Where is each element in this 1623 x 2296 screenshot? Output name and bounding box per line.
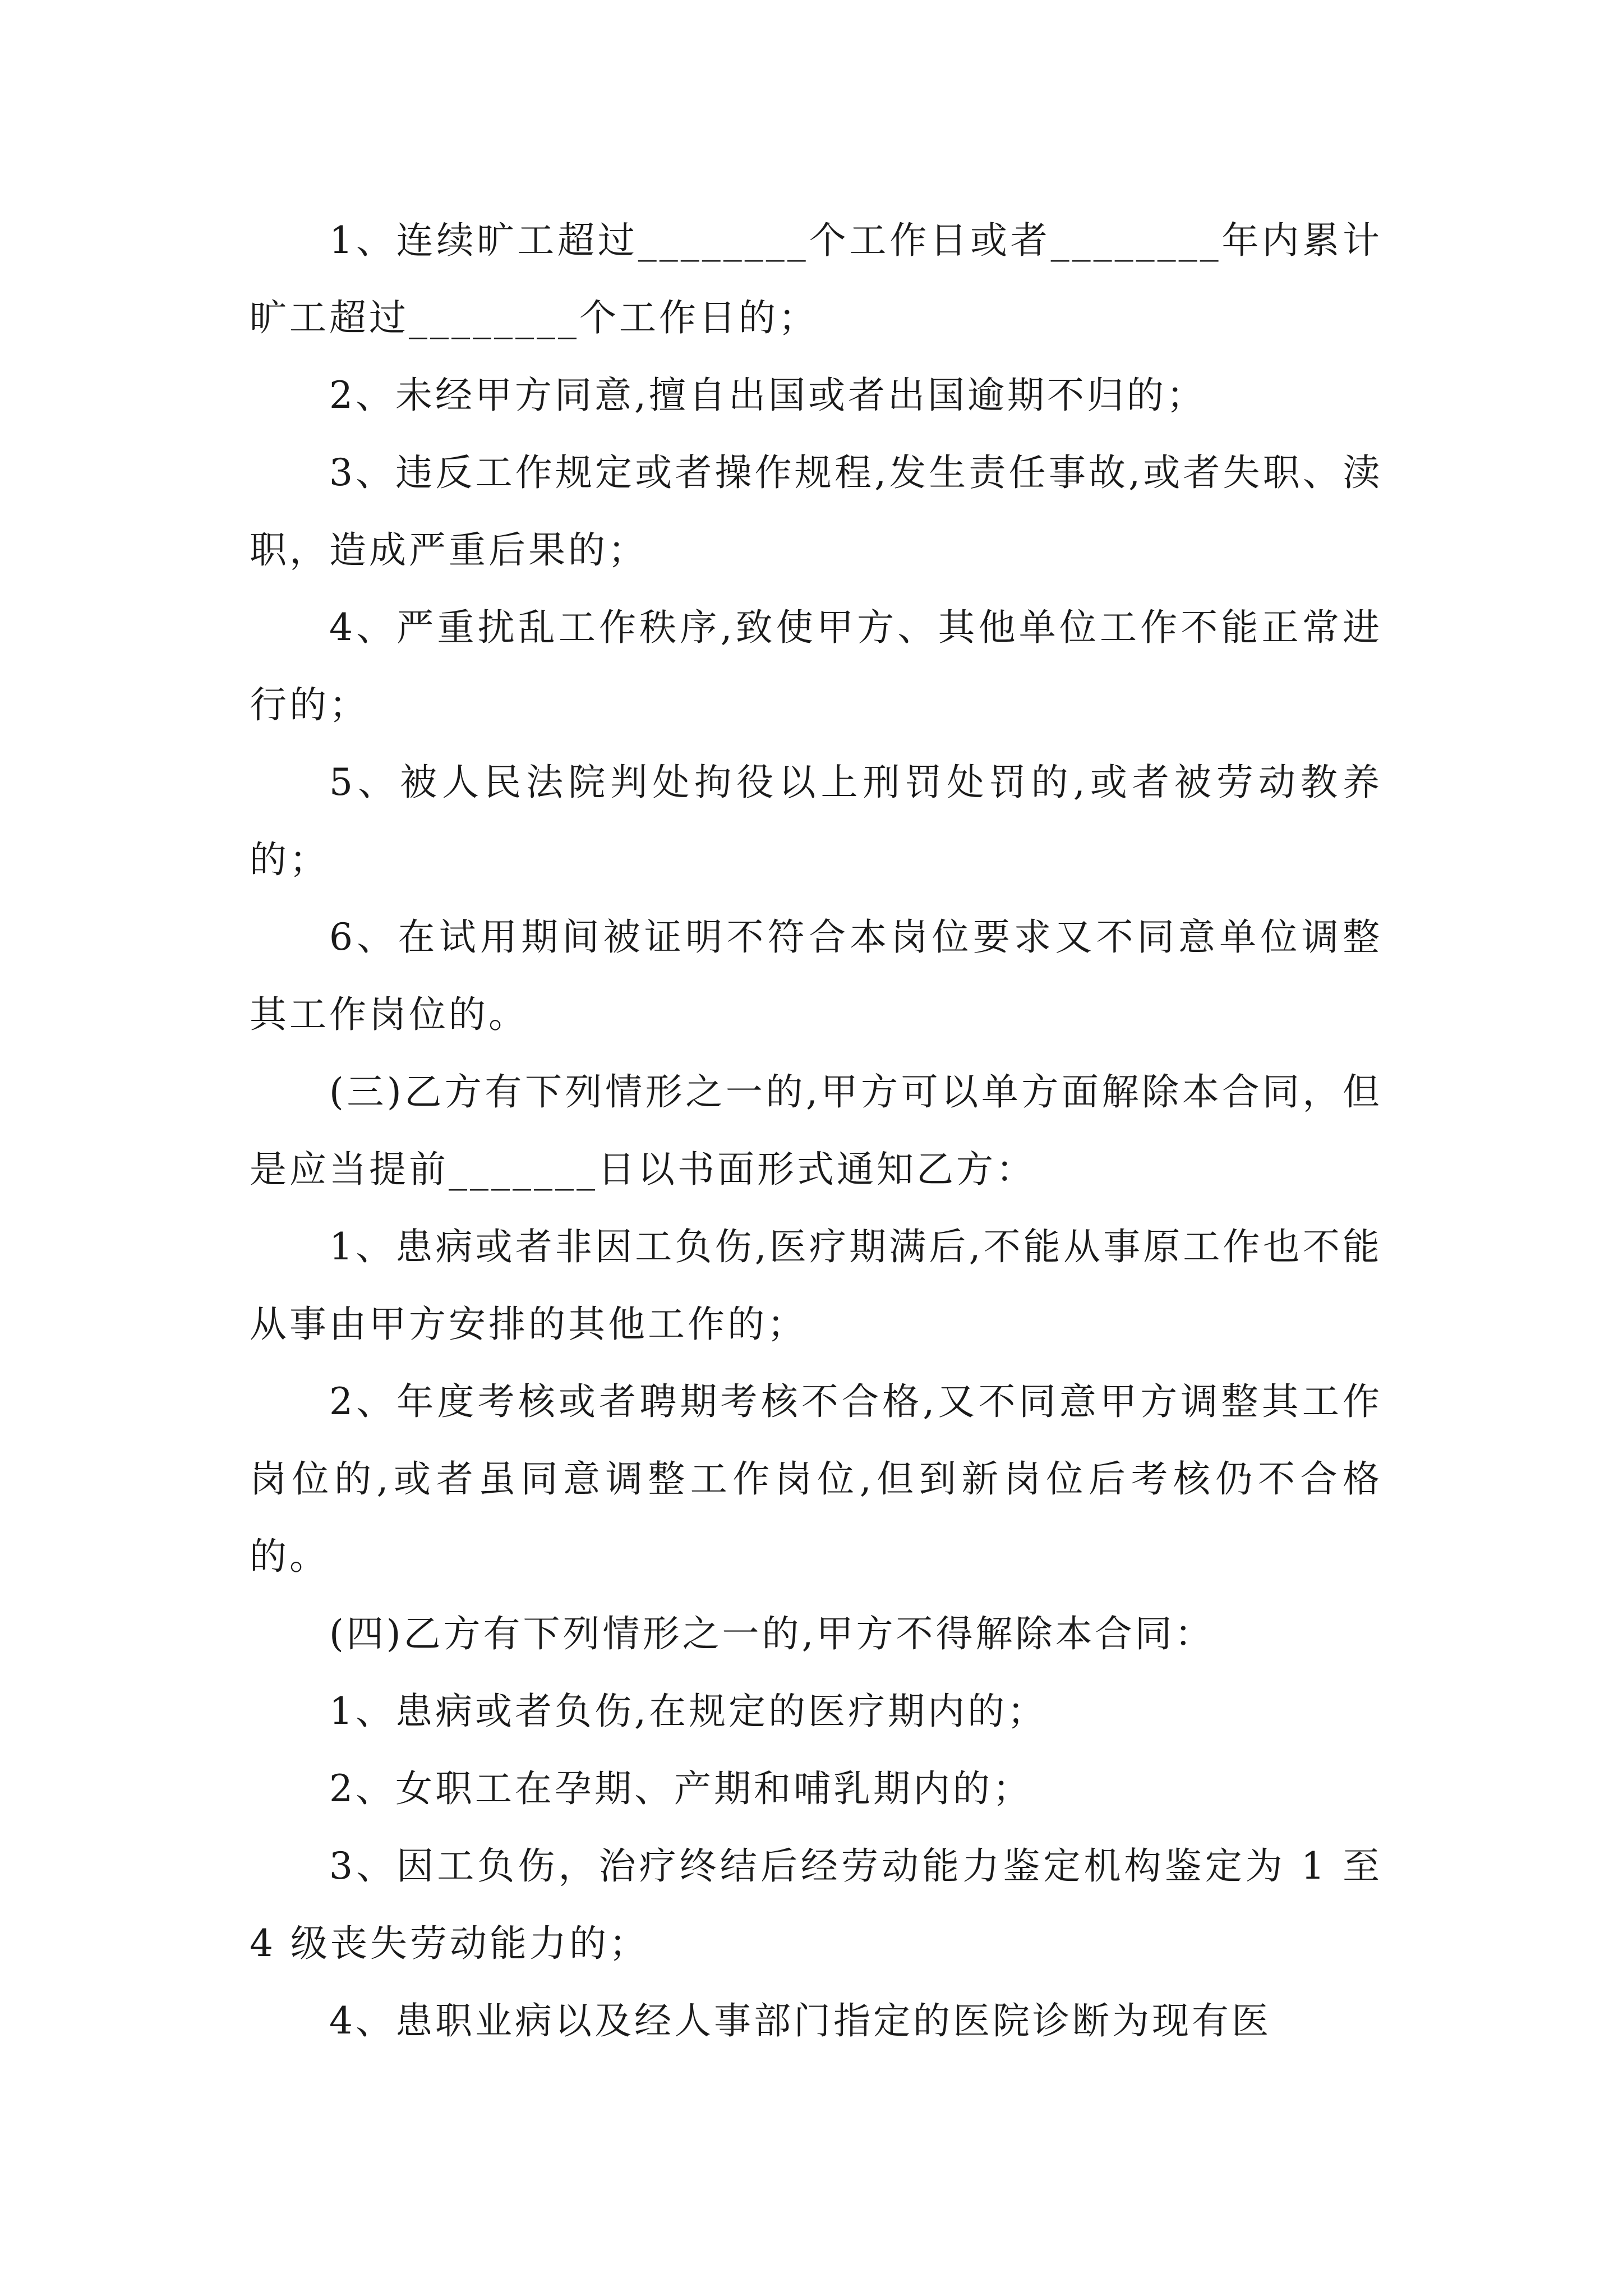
paragraph-medical-period — [250, 1673, 1382, 1750]
paragraph-text: (三)乙方有下列情形之一的,甲方可以单方面解除本合同，但是应当提前_______日以书面形式通知乙方： — [250, 1070, 1382, 1191]
paragraph-work-injury — [250, 1828, 1382, 1982]
paragraph-illness — [250, 1208, 1382, 1363]
paragraph-text: 3、因工负伤，治疗终结后经劳动能力鉴定机构鉴定为 1 至 4 级丧失劳动能力的； — [250, 1844, 1382, 1965]
paragraph-section-three — [250, 1053, 1382, 1208]
paragraph-text: 3、违反工作规定或者操作规程,发生责任事故,或者失职、渎职，造成严重后果的； — [250, 451, 1382, 572]
paragraph-text: (四)乙方有下列情形之一的,甲方不得解除本合同： — [329, 1612, 1215, 1655]
paragraph-probation — [250, 899, 1382, 1053]
paragraph-maternity — [250, 1750, 1382, 1828]
paragraph-section-four — [250, 1595, 1382, 1673]
paragraph-text: 2、年度考核或者聘期考核不合格,又不同意甲方调整其工作岗位的,或者虽同意调整工作岗位,但到新岗位后考核仍不合格的。 — [250, 1380, 1382, 1578]
paragraph-violation — [250, 434, 1382, 589]
paragraph-text: 1、患病或者负伤,在规定的医疗期内的； — [329, 1690, 1047, 1733]
document-body — [250, 202, 1382, 2060]
paragraph-sentence — [250, 744, 1382, 899]
paragraph-text: 1、连续旷工超过________个工作日或者________年内累计旷工超过________个工作日的； — [250, 219, 1382, 339]
paragraph-text: 6、在试用期间被证明不符合本岗位要求又不同意单位调整其工作岗位的。 — [250, 915, 1382, 1036]
paragraph-text: 2、女职工在孕期、产期和哺乳期内的； — [329, 1767, 1032, 1810]
paragraph-occupational-disease — [250, 1982, 1382, 2060]
paragraph-disorder — [250, 589, 1382, 744]
paragraph-assessment — [250, 1363, 1382, 1595]
paragraph-absence — [250, 202, 1382, 357]
paragraph-abroad — [250, 357, 1382, 434]
paragraph-text: 5、被人民法院判处拘役以上刑罚处罚的,或者被劳动教养的； — [250, 761, 1382, 881]
paragraph-text: 4、严重扰乱工作秩序,致使甲方、其他单位工作不能正常进行的； — [250, 606, 1382, 726]
paragraph-text: 1、患病或者非因工负伤,医疗期满后,不能从事原工作也不能从事由甲方安排的其他工作的； — [250, 1225, 1382, 1346]
paragraph-text: 2、未经甲方同意,擅自出国或者出国逾期不归的； — [329, 374, 1206, 417]
paragraph-text: 4、患职业病以及经人事部门指定的医院诊断为现有医 — [329, 1999, 1271, 2042]
